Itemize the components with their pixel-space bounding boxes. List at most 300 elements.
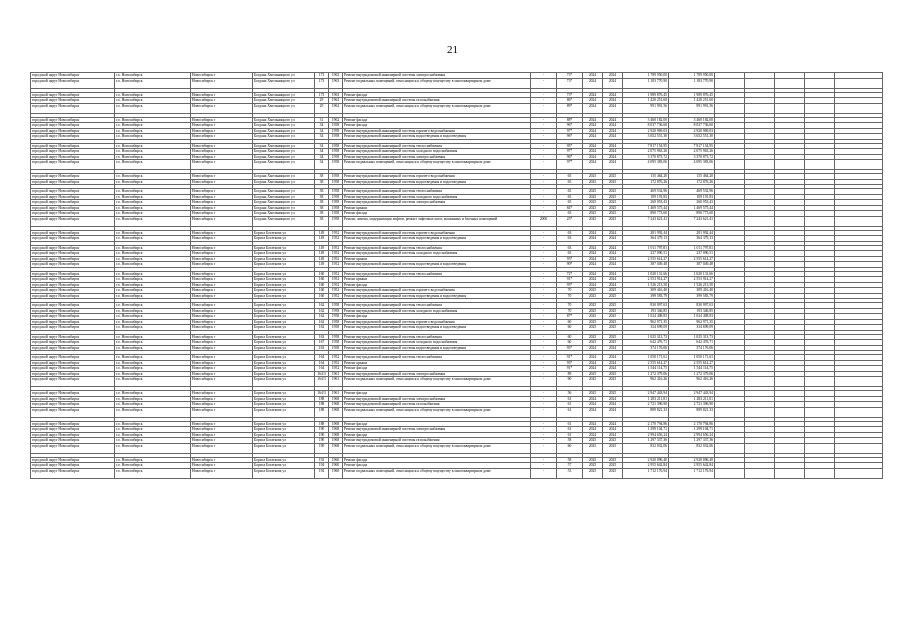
year-end-cell: 2025 [603,314,623,320]
year-start-cell: 2025 [583,438,603,444]
wear-cell: 95* [557,143,583,149]
work-type-cell: Ремонт внутридомовой инженерной системы газоснабжения [343,402,531,408]
region-cell: городской округ Новосибирск [31,325,115,331]
work-type-cell: Ремонт фасада [343,457,531,463]
cost-fund-cell: 1 272 379,06 [669,371,715,377]
street-cell: Бориса Богаткова ул [253,288,315,294]
cost-fund-cell: 2 170 794,86 [669,421,715,427]
wear-cell: 25* [557,216,583,226]
year-cell: 1958 [329,334,343,340]
empty-cell [745,377,775,387]
house-cell: 160 [315,293,329,299]
work-type-cell: Ремонт внутридомовой инженерной системы газоснабжения [343,438,531,444]
cost-total-cell: 1 183 770,90 [623,78,669,88]
wear-cell: 61 [557,432,583,438]
lift-count-cell: - [531,211,557,217]
street-cell: Бориса Богаткова ул [253,438,315,444]
year-end-cell: 2024 [603,154,623,160]
year-start-cell: 2024 [583,282,603,288]
year-end-cell: 2024 [603,407,623,417]
district-cell: Новосибирск г [191,189,253,195]
house-cell: 188 [315,396,329,402]
lift-count-cell: - [531,245,557,251]
work-type-cell: Ремонт крыши [343,205,531,211]
work-type-cell: Ремонт внутридомовой инженерной системы водоотведения и водоотведения [343,293,531,299]
city-cell: г.о. Новосибирск [115,174,191,180]
year-end-cell: 2025 [603,174,623,180]
street-cell: Бориса Богаткова ул [253,319,315,325]
region-cell: городской округ Новосибирск [31,463,115,469]
year-cell: 1952 [329,271,343,277]
year-cell: 1958 [329,174,343,180]
street-cell: Бориса Богаткова ул [253,314,315,320]
wear-cell: 70 [557,303,583,309]
work-type-cell: Ремонт фасада [343,282,531,288]
wear-cell: 73* [557,92,583,98]
cost-fund-cell: 260 053,43 [669,200,715,206]
cost-fund-cell: 1 297 337,36 [669,438,715,444]
street-cell: Богдана Хмельницкого ул [253,143,315,149]
region-cell: городской округ Новосибирск [31,355,115,361]
cost-total-cell: 1 297 337,36 [623,438,669,444]
street-cell: Бориса Богаткова ул [253,262,315,268]
district-cell: Новосибирск г [191,216,253,226]
year-start-cell: 2024 [583,366,603,372]
street-cell: Богдана Хмельницкого ул [253,98,315,104]
empty-cell [745,103,775,113]
region-cell: городской округ Новосибирск [31,407,115,417]
year-start-cell: 2024 [583,160,603,170]
year-end-cell: 2024 [603,98,623,104]
region-cell: городской округ Новосибирск [31,377,115,387]
year-cell: 1968 [329,407,343,417]
cost-fund-cell: 1 789 950,00 [669,73,715,79]
year-start-cell: 2025 [583,200,603,206]
work-type-cell: Ремонт внутридомовой инженерной системы холодного водоснабжения [343,308,531,314]
year-start-cell: 2024 [583,117,603,123]
year-cell: 1952 [329,256,343,262]
year-end-cell: 2024 [603,123,623,129]
house-cell: 164 [315,355,329,361]
lift-count-cell: - [531,92,557,98]
street-cell: Бориса Богаткова ул [253,407,315,417]
table-row [31,160,883,170]
year-start-cell: 2024 [583,128,603,134]
work-type-cell: Ремонт внутридомовой инженерной системы электроснабжения [343,371,531,377]
region-cell: городской округ Новосибирск [31,303,115,309]
street-cell: Бориса Богаткова ул [253,340,315,346]
lift-count-cell: - [531,288,557,294]
year-cell: 1958 [329,194,343,200]
city-cell: г.о. Новосибирск [115,189,191,195]
year-cell: 1958 [329,303,343,309]
empty-cell [835,407,883,417]
work-type-cell: Ремонт фасада [343,92,531,98]
street-cell: Богдана Хмельницкого ул [253,92,315,98]
city-cell: г.о. Новосибирск [115,211,191,217]
city-cell: г.о. Новосибирск [115,103,191,113]
street-cell: Бориса Богаткова ул [253,391,315,397]
year-cell: 1958 [329,314,343,320]
year-start-cell: 2024 [583,245,603,251]
city-cell: г.о. Новосибирск [115,432,191,438]
city-cell: г.о. Новосибирск [115,366,191,372]
year-end-cell: 2024 [603,271,623,277]
year-start-cell: 2025 [583,314,603,320]
year-cell: 1952 [329,288,343,294]
year-cell: 1968 [329,421,343,427]
city-cell: г.о. Новосибирск [115,143,191,149]
cost-total-cell: 889 821,33 [623,407,669,417]
street-cell: Богдана Хмельницкого ул [253,205,315,211]
wear-cell: 60 [557,340,583,346]
house-cell: 34 [315,123,329,129]
year-start-cell: 2025 [583,211,603,217]
empty-cell [715,407,745,417]
house-cell: 194 [315,463,329,469]
year-start-cell: 2025 [583,334,603,340]
table-body [31,73,883,479]
cost-total-cell: 1 469 575,44 [623,205,669,211]
wear-cell: 91* [557,366,583,372]
year-end-cell: 2024 [603,282,623,288]
house-cell: 38 [315,189,329,195]
empty-cell [715,468,745,478]
lift-count-cell: - [531,325,557,331]
city-cell: г.о. Новосибирск [115,438,191,444]
district-cell: Новосибирск г [191,463,253,469]
district-cell: Новосибирск г [191,256,253,262]
year-end-cell: 2024 [603,236,623,242]
empty-cell [805,443,835,453]
street-cell: Бориса Богаткова ул [253,463,315,469]
wear-cell: 61 [557,427,583,433]
year-cell: 1958 [329,189,343,195]
year-start-cell: 2025 [583,457,603,463]
street-cell: Бориса Богаткова ул [253,282,315,288]
wear-cell: 89 [557,371,583,377]
work-type-cell: Ремонт фасада [343,123,531,129]
house-cell: 34 [315,154,329,160]
wear-cell: 60 [557,443,583,453]
year-start-cell: 2025 [583,463,603,469]
year-end-cell: 2025 [603,468,623,478]
cost-fund-cell: 1 526 213,50 [669,282,715,288]
street-cell: Бориса Богаткова ул [253,355,315,361]
work-type-cell: Ремонт внутридомовой инженерной системы электроснабжения [343,427,531,433]
cost-fund-cell: 172 876,26 [669,179,715,185]
lift-count-cell: - [531,345,557,351]
city-cell: г.о. Новосибирск [115,427,191,433]
region-cell: городской округ Новосибирск [31,391,115,397]
region-cell: городской округ Новосибирск [31,402,115,408]
lift-count-cell: - [531,303,557,309]
year-cell: 1958 [329,134,343,140]
work-type-cell: Ремонт внутридомовой инженерной системы водоотведения и водоотведения [343,134,531,140]
city-cell: г.о. Новосибирск [115,345,191,351]
year-cell: 1968 [329,443,343,453]
city-cell: г.о. Новосибирск [115,293,191,299]
region-cell: городской округ Новосибирск [31,149,115,155]
empty-cell [835,78,883,88]
lift-count-cell: - [531,98,557,104]
cost-total-cell: 2 947 443,94 [623,391,669,397]
lift-count-cell: - [531,463,557,469]
house-cell: 34 [315,128,329,134]
house-cell: 162 [315,303,329,309]
region-cell: городской округ Новосибирск [31,334,115,340]
year-start-cell: 2025 [583,303,603,309]
empty-cell [745,468,775,478]
cost-total-cell: 387 049,48 [623,262,669,268]
work-type-cell: Ремонт подвальных помещений, относящихся к общему имуществу в многоквартирном доме [343,78,531,88]
year-end-cell: 2024 [603,92,623,98]
city-cell: г.о. Новосибирск [115,282,191,288]
empty-cell [775,407,805,417]
work-type-cell: Ремонт внутридомовой инженерной системы водоотведения и водоотведения [343,179,531,185]
year-end-cell: 2024 [603,245,623,251]
work-type-cell: Ремонт подвальных помещений, относящихся к общему имуществу в многоквартирном доме [343,407,531,417]
city-cell: г.о. Новосибирск [115,402,191,408]
district-cell: Новосибирск г [191,421,253,427]
year-cell: 1952 [329,355,343,361]
year-end-cell: 2024 [603,256,623,262]
region-cell: городской округ Новосибирск [31,421,115,427]
year-cell: 1962 [329,98,343,104]
cost-total-cell: 1 299 104,71 [623,427,669,433]
district-cell: Новосибирск г [191,334,253,340]
work-type-cell: Ремонт внутридомовой инженерной системы холодного водоснабжения [343,149,531,155]
year-cell: 1960 [329,457,343,463]
year-end-cell: 2024 [603,230,623,236]
house-cell: 38 [315,216,329,226]
year-end-cell: 2024 [603,103,623,113]
cost-fund-cell: 1 050 171,61 [669,355,715,361]
city-cell: г.о. Новосибирск [115,98,191,104]
district-cell: Новосибирск г [191,407,253,417]
wear-cell: 63 [557,230,583,236]
year-cell: 1963 [329,73,343,79]
year-cell: 1952 [329,236,343,242]
year-cell: 1958 [329,211,343,217]
wear-cell: 58 [557,438,583,444]
house-cell: 162 [315,314,329,320]
region-cell: городской округ Новосибирск [31,468,115,478]
region-cell: городской округ Новосибирск [31,73,115,79]
city-cell: г.о. Новосибирск [115,271,191,277]
house-cell: 149 [315,236,329,242]
house-cell: 173 [315,78,329,88]
city-cell: г.о. Новосибирск [115,128,191,134]
wear-cell: 96* [557,154,583,160]
year-end-cell: 2024 [603,355,623,361]
work-type-cell: Ремонт фасада [343,117,531,123]
district-cell: Новосибирск г [191,154,253,160]
year-start-cell: 2025 [583,443,603,453]
year-end-cell: 2024 [603,402,623,408]
wear-cell: 97* [557,149,583,155]
year-cell: 1962 [329,117,343,123]
year-cell: 1952 [329,360,343,366]
street-cell: Бориса Богаткова ул [253,427,315,433]
empty-cell [805,407,835,417]
region-cell: городской округ Новосибирск [31,117,115,123]
work-type-cell: Ремонт фасада [343,432,531,438]
region-cell: городской округ Новосибирск [31,314,115,320]
region-cell: городской округ Новосибирск [31,277,115,283]
cost-total-cell: 2 555 614,27 [623,360,669,366]
cost-total-cell: 281 992,44 [623,230,669,236]
cost-total-cell: 8 037 736,60 [623,123,669,129]
year-start-cell: 2025 [583,391,603,397]
empty-cell [715,160,745,170]
cost-fund-cell: 237 090,51 [669,251,715,257]
year-cell: 1968 [329,427,343,433]
house-cell: 190 [315,427,329,433]
district-cell: Новосибирск г [191,303,253,309]
district-cell: Новосибирск г [191,98,253,104]
year-cell: 1961 [329,377,343,387]
work-type-cell: Ремонт подвальных помещений, относящихся к общему имуществу в многоквартирном доме [343,443,531,453]
wear-cell: 89* [557,103,583,113]
district-cell: Новосибирск г [191,271,253,277]
lift-count-cell: - [531,308,557,314]
lift-count-cell: - [531,256,557,262]
lift-count-cell: - [531,443,557,453]
work-type-cell: Ремонт внутридомовой инженерной системы теплоснабжения [343,143,531,149]
city-cell: г.о. Новосибирск [115,123,191,129]
cost-fund-cell: 1 020 131,66 [669,271,715,277]
region-cell: городской округ Новосибирск [31,189,115,195]
district-cell: Новосибирск г [191,355,253,361]
year-start-cell: 2024 [583,103,603,113]
work-type-cell: Ремонт внутридомовой инженерной системы горячего водоснабжения [343,174,531,180]
region-cell: городской округ Новосибирск [31,200,115,206]
year-end-cell: 2025 [603,325,623,331]
year-end-cell: 2024 [603,432,623,438]
cost-fund-cell: 1 183 770,90 [669,78,715,88]
year-cell: 1958 [329,128,343,134]
city-cell: г.о. Новосибирск [115,149,191,155]
year-cell: 1958 [329,200,343,206]
year-cell: 1952 [329,230,343,236]
empty-cell [715,216,745,226]
year-start-cell: 2025 [583,205,603,211]
region-cell: городской округ Новосибирск [31,427,115,433]
region-cell: городской округ Новосибирск [31,92,115,98]
lift-count-cell: - [531,340,557,346]
house-cell: 164/3 [315,371,329,377]
street-cell: Богдана Хмельницкого ул [253,134,315,140]
cost-total-cell: 2 920 969,03 [623,128,669,134]
cost-fund-cell: 8 037 736,60 [669,123,715,129]
district-cell: Новосибирск г [191,402,253,408]
page-number: 21 [447,44,458,56]
empty-cell [775,377,805,387]
cost-fund-cell: 1 283 211,81 [669,396,715,402]
work-type-cell: Ремонт внутридомовой инженерной системы теплоснабжения [343,303,531,309]
city-cell: г.о. Новосибирск [115,288,191,294]
year-cell: 1958 [329,319,343,325]
wear-cell: 88* [557,117,583,123]
year-end-cell: 2025 [603,457,623,463]
cost-total-cell: 1 272 379,06 [623,371,669,377]
cost-total-cell: 364 379,13 [623,236,669,242]
year-start-cell: 2024 [583,73,603,79]
district-cell: Новосибирск г [191,179,253,185]
district-cell: Новосибирск г [191,427,253,433]
lift-count-cell: - [531,319,557,325]
city-cell: г.о. Новосибирск [115,421,191,427]
lift-count-cell: - [531,421,557,427]
house-cell: 162 [315,319,329,325]
year-end-cell: 2024 [603,427,623,433]
house-cell: 164 [315,360,329,366]
region-cell: городской округ Новосибирск [31,251,115,257]
year-start-cell: 2024 [583,345,603,351]
cost-total-cell: 1 989 876,45 [623,92,669,98]
house-cell: 190 [315,443,329,453]
cost-total-cell: 4 095 383,06 [623,160,669,170]
city-cell: г.о. Новосибирск [115,256,191,262]
year-cell: 1958 [329,205,343,211]
cost-total-cell: 2 994 656,24 [623,432,669,438]
street-cell: Бориса Богаткова ул [253,293,315,299]
empty-cell [775,103,805,113]
cost-fund-cell: 334 699,09 [669,325,715,331]
district-cell: Новосибирск г [191,438,253,444]
lift-count-cell: - [531,117,557,123]
city-cell: г.о. Новосибирск [115,200,191,206]
cost-fund-cell: 1 544 114,75 [669,366,715,372]
year-end-cell: 2025 [603,189,623,195]
lift-count-cell: - [531,230,557,236]
work-type-cell: Ремонт внутридомовой инженерной системы горячего водоснабжения [343,319,531,325]
cost-fund-cell: 7 817 154,95 [669,143,715,149]
year-start-cell: 2024 [583,92,603,98]
year-start-cell: 2025 [583,340,603,346]
city-cell: г.о. Новосибирск [115,377,191,387]
year-end-cell: 2024 [603,396,623,402]
region-cell: городской округ Новосибирск [31,179,115,185]
district-cell: Новосибирск г [191,277,253,283]
cost-total-cell: 2 170 794,86 [623,421,669,427]
cost-total-cell: 1 789 950,00 [623,73,669,79]
cost-fund-cell: 2 947 443,94 [669,391,715,397]
region-cell: городской округ Новосибирск [31,154,115,160]
cost-total-cell: 1 526 213,50 [623,282,669,288]
lift-count-cell: - [531,355,557,361]
year-end-cell: 2025 [603,443,623,453]
empty-cell [715,443,745,453]
year-end-cell: 2024 [603,345,623,351]
house-cell: 163 [315,334,329,340]
cost-fund-cell: 1 420 251,60 [669,98,715,104]
city-cell: г.о. Новосибирск [115,134,191,140]
wear-cell: 61 [557,402,583,408]
cost-total-cell: 1 025 313,73 [623,334,669,340]
cost-fund-cell: 3 460 182,00 [669,117,715,123]
lift-count-cell: - [531,438,557,444]
street-cell: Бориса Богаткова ул [253,457,315,463]
wear-cell: 60 [557,325,583,331]
city-cell: г.о. Новосибирск [115,308,191,314]
cost-fund-cell: 1 469 575,44 [669,205,715,211]
district-cell: Новосибирск г [191,396,253,402]
year-cell: 1958 [329,345,343,351]
year-cell: 1958 [329,154,343,160]
year-end-cell: 2025 [603,288,623,294]
